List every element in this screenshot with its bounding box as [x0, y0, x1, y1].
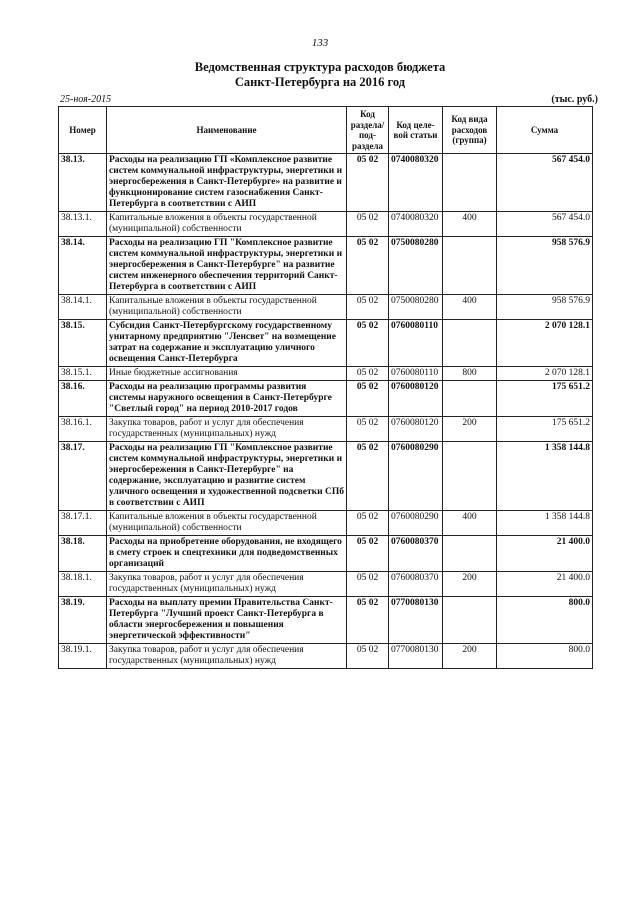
cell-article: 0740080320 [389, 212, 443, 237]
cell-article: 0760080120 [389, 381, 443, 417]
table-row [59, 644, 593, 669]
cell-section: 05 02 [347, 644, 389, 669]
table-row [59, 597, 593, 644]
cell-type: 400 [443, 295, 497, 320]
cell-section: 05 02 [347, 237, 389, 295]
header-number: Номер [59, 107, 107, 154]
header-name: Наименование [107, 107, 347, 154]
cell-number: 38.18.1. [59, 572, 107, 597]
title-line-2: Санкт-Петербурга на 2016 год [234, 75, 406, 89]
cell-section: 05 02 [347, 381, 389, 417]
cell-article: 0770080130 [389, 597, 443, 644]
cell-type [443, 597, 497, 644]
cell-article: 0750080280 [389, 237, 443, 295]
cell-name: Расходы на реализацию ГП "Комплексное развитие систем коммунальной инфраструктуры, энергетики и энергосбережения в Санкт-Петербурге" на развитие систем инженерного обеспечения территорий Санкт-Петербурга в соответствии с АИП [107, 237, 347, 295]
cell-type: 200 [443, 572, 497, 597]
table-row [59, 320, 593, 367]
cell-section: 05 02 [347, 212, 389, 237]
cell-article: 0750080280 [389, 295, 443, 320]
cell-type: 800 [443, 367, 497, 381]
cell-article: 0760080370 [389, 572, 443, 597]
cell-name: Расходы на реализацию ГП «Комплексное развитие систем коммунальной инфраструктуры, энергетики и энергосбережения в Санкт-Петербурге» на развитие и функционирование систем газоснабжения Санкт-Петербурга в соответствии с АИП [107, 154, 347, 212]
cell-name: Расходы на приобретение оборудования, не входящего в смету строек и спецтехники для подведомственных организаций [107, 536, 347, 572]
table-row [59, 536, 593, 572]
cell-article: 0740080320 [389, 154, 443, 212]
table-row [59, 417, 593, 442]
cell-number: 38.17. [59, 442, 107, 511]
cell-number: 38.15. [59, 320, 107, 367]
table-row [59, 237, 593, 295]
cell-sum: 958 576.9 [497, 237, 593, 295]
cell-sum: 2 070 128.1 [497, 367, 593, 381]
cell-type [443, 154, 497, 212]
table-row [59, 367, 593, 381]
cell-number: 38.17.1. [59, 511, 107, 536]
document-title [0, 60, 640, 90]
title-line-1: Ведомственная структура расходов бюджета [194, 60, 446, 74]
cell-number: 38.14.1. [59, 295, 107, 320]
cell-type: 400 [443, 511, 497, 536]
cell-type [443, 320, 497, 367]
cell-section: 05 02 [347, 417, 389, 442]
header-sum: Сумма [497, 107, 593, 154]
cell-name: Расходы на выплату премии Правительства Санкт-Петербурга "Лучший проект Санкт-Петербурга в области энергосбережения и повышения энергетической эффективности" [107, 597, 347, 644]
header-section: Код раздела/ под- раздела [347, 107, 389, 154]
cell-number: 38.19.1. [59, 644, 107, 669]
cell-type [443, 442, 497, 511]
cell-article: 0760080110 [389, 320, 443, 367]
cell-article: 0770080130 [389, 644, 443, 669]
cell-sum: 175 651.2 [497, 381, 593, 417]
cell-article: 0760080290 [389, 511, 443, 536]
cell-section: 05 02 [347, 442, 389, 511]
cell-type: 400 [443, 212, 497, 237]
cell-number: 38.16. [59, 381, 107, 417]
cell-article: 0760080290 [389, 442, 443, 511]
cell-number: 38.14. [59, 237, 107, 295]
cell-number: 38.13. [59, 154, 107, 212]
cell-sum: 2 070 128.1 [497, 320, 593, 367]
cell-section: 05 02 [347, 536, 389, 572]
cell-type [443, 237, 497, 295]
cell-name: Расходы на реализацию ГП "Комплексное развитие систем коммунальной инфраструктуры, энергетики и энергосбережения в Санкт-Петербурге" на содержание, эксплуатацию и развитие систем уличного освещения и художественной подсветки СПб в соответствии с АИП [107, 442, 347, 511]
cell-type [443, 381, 497, 417]
cell-type: 200 [443, 417, 497, 442]
cell-name: Расходы на реализацию программы развития системы наружного освещения в Санкт-Петербурге "Светлый город" на период 2010-2017 годов [107, 381, 347, 417]
cell-article: 0760080370 [389, 536, 443, 572]
cell-number: 38.15.1. [59, 367, 107, 381]
cell-sum: 175 651.2 [497, 417, 593, 442]
cell-name: Закупка товаров, работ и услуг для обеспечения государственных (муниципальных) нужд [107, 644, 347, 669]
table-row [59, 295, 593, 320]
table-row [59, 442, 593, 511]
cell-section: 05 02 [347, 572, 389, 597]
cell-name: Закупка товаров, работ и услуг для обеспечения государственных (муниципальных) нужд [107, 417, 347, 442]
cell-sum: 1 358 144.8 [497, 511, 593, 536]
document-date: 25-ноя-2015 [60, 94, 112, 105]
cell-type: 200 [443, 644, 497, 669]
cell-sum: 800.0 [497, 597, 593, 644]
cell-article: 0760080110 [389, 367, 443, 381]
cell-sum: 567 454.0 [497, 212, 593, 237]
cell-name: Закупка товаров, работ и услуг для обеспечения государственных (муниципальных) нужд [107, 572, 347, 597]
header-article: Код целе- вой статьи [389, 107, 443, 154]
cell-sum: 958 576.9 [497, 295, 593, 320]
units-label: (тыс. руб.) [551, 94, 598, 105]
table-row [59, 511, 593, 536]
cell-article: 0760080120 [389, 417, 443, 442]
cell-name: Капитальные вложения в объекты государственной (муниципальной) собственности [107, 295, 347, 320]
cell-number: 38.19. [59, 597, 107, 644]
cell-name: Субсидия Санкт-Петербургскому государственному унитарному предприятию "Ленсвет" на возмещение затрат на содержание и эксплуатацию уличного освещения Санкт-Петербурга [107, 320, 347, 367]
cell-name: Капитальные вложения в объекты государственной (муниципальной) собственности [107, 511, 347, 536]
cell-sum: 21 400.0 [497, 572, 593, 597]
table-row [59, 381, 593, 417]
cell-type [443, 536, 497, 572]
budget-table [58, 106, 593, 669]
table-header-row [59, 107, 593, 154]
cell-sum: 567 454.0 [497, 154, 593, 212]
cell-sum: 1 358 144.8 [497, 442, 593, 511]
cell-number: 38.16.1. [59, 417, 107, 442]
cell-sum: 800.0 [497, 644, 593, 669]
cell-number: 38.13.1. [59, 212, 107, 237]
table-row [59, 572, 593, 597]
cell-number: 38.18. [59, 536, 107, 572]
page-number: 133 [311, 37, 329, 49]
cell-section: 05 02 [347, 597, 389, 644]
table-row [59, 212, 593, 237]
cell-section: 05 02 [347, 511, 389, 536]
cell-section: 05 02 [347, 154, 389, 212]
cell-name: Иные бюджетные ассигнования [107, 367, 347, 381]
cell-name: Капитальные вложения в объекты государственной (муниципальной) собственности [107, 212, 347, 237]
cell-section: 05 02 [347, 320, 389, 367]
cell-section: 05 02 [347, 295, 389, 320]
cell-sum: 21 400.0 [497, 536, 593, 572]
table-row [59, 154, 593, 212]
cell-section: 05 02 [347, 367, 389, 381]
header-type: Код вида расходов (группа) [443, 107, 497, 154]
